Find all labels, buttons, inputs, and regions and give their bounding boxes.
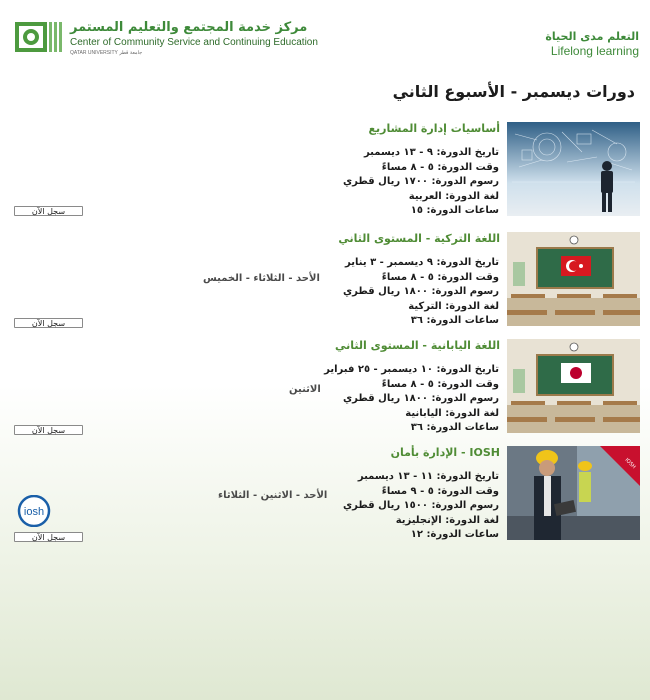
course-time: وقت الدورة: ٥ - ٨ مساءً [381, 378, 499, 390]
classroom-turkey-flag-icon [507, 232, 640, 326]
logo-university-name: QATAR UNIVERSITY جامعة قطر [70, 50, 143, 56]
course-language: لغة الدورة: الإنجليزية [395, 514, 499, 526]
course-schedule-days: الأحد - الاثنين - الثلاثاء [218, 490, 328, 501]
course-turkish [0, 232, 650, 332]
page-title: دورات ديسمبر - الأسبوع الثاني [392, 82, 635, 101]
course-schedule-days: الاثنين [289, 384, 321, 395]
course-time: وقت الدورة: ٥ - ٩ مساءً [381, 485, 499, 497]
course-fee: رسوم الدورة: ١٨٠٠ ريال قطري [342, 393, 499, 405]
course-hours: ساعات الدورة: ٣٦ [410, 315, 499, 327]
course-date: تاريخ الدورة: ١١ - ١٣ ديسمبر [357, 471, 499, 482]
course-time: وقت الدورة: ٥ - ٨ مساءً [381, 271, 499, 283]
tagline-arabic: التعلم مدى الحياة [545, 30, 639, 43]
course-fee: رسوم الدورة: ١٥٠٠ ريال قطري [342, 500, 499, 512]
course-details [324, 363, 499, 436]
course-date: تاريخ الدورة: ٩ - ١٣ ديسمبر [363, 147, 499, 158]
course-details [343, 146, 499, 219]
course-image-turkish[interactable] [507, 232, 640, 326]
course-project-management [0, 122, 650, 222]
course-details [343, 256, 499, 329]
course-title[interactable]: اللغة اليابانية - المستوى الثاني [335, 339, 500, 352]
course-schedule-days: الأحد - الثلاثاء - الخميس [203, 273, 320, 284]
iosh-logo-icon [14, 495, 56, 527]
engineer-factory-icon [507, 446, 640, 540]
course-title[interactable]: أساسيات إدارة المشاريع [368, 122, 500, 135]
register-button-iosh[interactable]: سجل الآن [14, 532, 83, 542]
register-button-japanese[interactable]: سجل الآن [14, 425, 83, 435]
course-hours: ساعات الدورة: ٣٦ [410, 422, 499, 434]
course-japanese [0, 339, 650, 439]
center-logo[interactable] [14, 20, 318, 60]
course-image-japanese[interactable] [507, 339, 640, 433]
course-hours: ساعات الدورة: ١٢ [410, 529, 499, 541]
course-iosh [0, 446, 650, 546]
course-language: لغة الدورة: العربية [408, 190, 499, 202]
course-language: لغة الدورة: التركية [408, 300, 499, 312]
header [0, 0, 650, 70]
course-image-project-management[interactable] [507, 122, 640, 216]
logo-english-name: Center of Community Service and Continuing Education [70, 37, 318, 48]
svg-text:IOSH: IOSH [623, 457, 637, 471]
course-date: تاريخ الدورة: ٩ ديسمبر - ٣ يناير [345, 257, 499, 268]
course-fee: رسوم الدورة: ١٧٠٠ ريال قطري [342, 176, 499, 188]
classroom-japan-flag-icon [507, 339, 640, 433]
course-title[interactable]: IOSH - الإدارة بأمان [390, 446, 500, 459]
register-button-project-management[interactable]: سجل الآن [14, 206, 83, 216]
course-fee: رسوم الدورة: ١٨٠٠ ريال قطري [342, 286, 499, 298]
businessman-sketch-icon [507, 122, 640, 216]
course-image-iosh[interactable] [507, 446, 640, 540]
course-details [343, 470, 499, 543]
course-time: وقت الدورة: ٥ - ٨ مساءً [381, 161, 499, 173]
logo-arabic-name: مركز خدمة المجتمع والتعليم المستمر [70, 20, 308, 35]
logo-emblem-icon [14, 20, 66, 54]
course-title[interactable]: اللغة التركية - المستوى الثاني [338, 232, 500, 245]
tagline-english: Lifelong learning [550, 44, 639, 58]
course-hours: ساعات الدورة: ١٥ [410, 205, 499, 217]
course-date: تاريخ الدورة: ١٠ ديسمبر - ٢٥ فبراير [324, 364, 499, 375]
iosh-logo-text: iosh [23, 506, 45, 518]
tagline [545, 30, 639, 59]
register-button-turkish[interactable]: سجل الآن [14, 318, 83, 328]
course-language: لغة الدورة: اليابانية [405, 407, 499, 419]
